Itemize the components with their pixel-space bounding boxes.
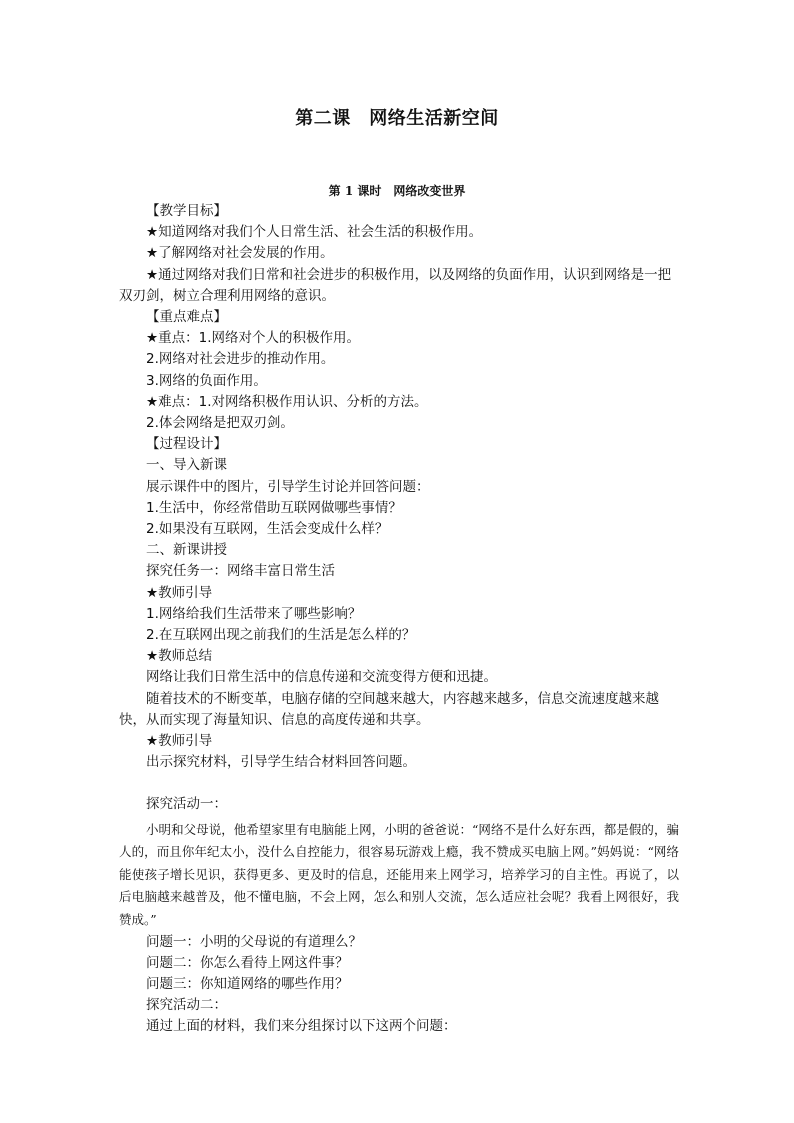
paragraph: ★通过网络对我们日常和社会进步的积极作用，以及网络的负面作用，认识到网络是一把双刃剑，树立合理利用网络的意识。: [119, 266, 672, 304]
paragraph: 2.在互联网出现之前我们的生活是怎么样的？: [146, 627, 416, 644]
paragraph: 2.如果没有互联网，生活会变成什么样？: [146, 521, 389, 538]
paragraph: 通过上面的材料，我们来分组探讨以下这两个问题：: [146, 1018, 457, 1035]
lesson-title: 第二课 网络生活新空间: [295, 108, 499, 129]
paragraph: 一、导入新课: [146, 457, 227, 474]
paragraph: 3.网络的负面作用。: [146, 372, 267, 389]
paragraph: 网络让我们日常生活中的信息传递和交流变得方便和迅捷。: [146, 669, 497, 686]
paragraph: ★了解网络对社会发展的作用。: [146, 245, 334, 262]
paragraph: ★教师引导: [146, 584, 213, 601]
paragraph: 2.网络对社会进步的推动作用。: [146, 351, 335, 368]
paragraph: ★知道网络对我们个人日常生活、社会生活的积极作用。: [146, 224, 483, 241]
paragraph: 1.生活中，你经常借助互联网做哪些事情？: [146, 499, 402, 516]
section-heading: 【教学目标】: [146, 203, 227, 219]
paragraph: 问题一：小明的父母说的有道理么？: [146, 933, 362, 950]
paragraph: 问题二：你怎么看待上网这件事？: [146, 954, 349, 971]
paragraph: ★教师总结: [146, 648, 213, 665]
paragraph: 探究任务一：网络丰富日常生活: [146, 563, 335, 580]
paragraph: ★教师引导: [146, 733, 213, 750]
section-heading: 【过程设计】: [146, 436, 227, 453]
paragraph: ★重点：1.网络对个人的积极作用。: [146, 330, 360, 347]
paragraph: ★难点：1.对网络积极作用认识、分析的方法。: [146, 393, 428, 410]
material-quote: 小明和父母说，他希望家里有电脑能上网，小明的爸爸说：“网络不是什么好东西，都是假的，骗人的，而且你年纪太小，没什么自控能力，很容易玩游戏上瘾，我不赞成买电脑上网。”妈妈说：“网络能使孩子增长见识，获得更多、更及时的信息，还能用来上网学习，培养学习的自主性。再说了，以后电脑越来越普及，他不懂电脑，不会上网，怎么和别人交流，怎么适应社会呢？我看上网很好，我赞成。”: [119, 821, 679, 928]
paragraph: 探究活动一：: [146, 796, 227, 813]
lesson-subtitle: 第 1 课时 网络改变世界: [328, 184, 466, 198]
paragraph: 1.网络给我们生活带来了哪些影响？: [146, 605, 362, 622]
paragraph: 展示课件中的图片，引导学生讨论并回答问题：: [146, 478, 430, 495]
document-body: [119, 201, 679, 1038]
paragraph: 二、新课讲授: [146, 542, 227, 559]
paragraph: 出示探究材料，引导学生结合材料回答问题。: [146, 754, 416, 771]
paragraph: 问题三：你知道网络的哪些作用？: [146, 976, 349, 993]
paragraph: 随着技术的不断变革，电脑存储的空间越来越大，内容越来越多，信息交流速度越来越快，从而实现了海量知识、信息的高度传递和共享。: [119, 690, 659, 728]
paragraph: 2.体会网络是把双刃剑。: [146, 415, 294, 432]
section-heading: 【重点难点】: [146, 309, 227, 326]
paragraph: 探究活动二：: [146, 997, 227, 1014]
spacer: [119, 773, 679, 794]
